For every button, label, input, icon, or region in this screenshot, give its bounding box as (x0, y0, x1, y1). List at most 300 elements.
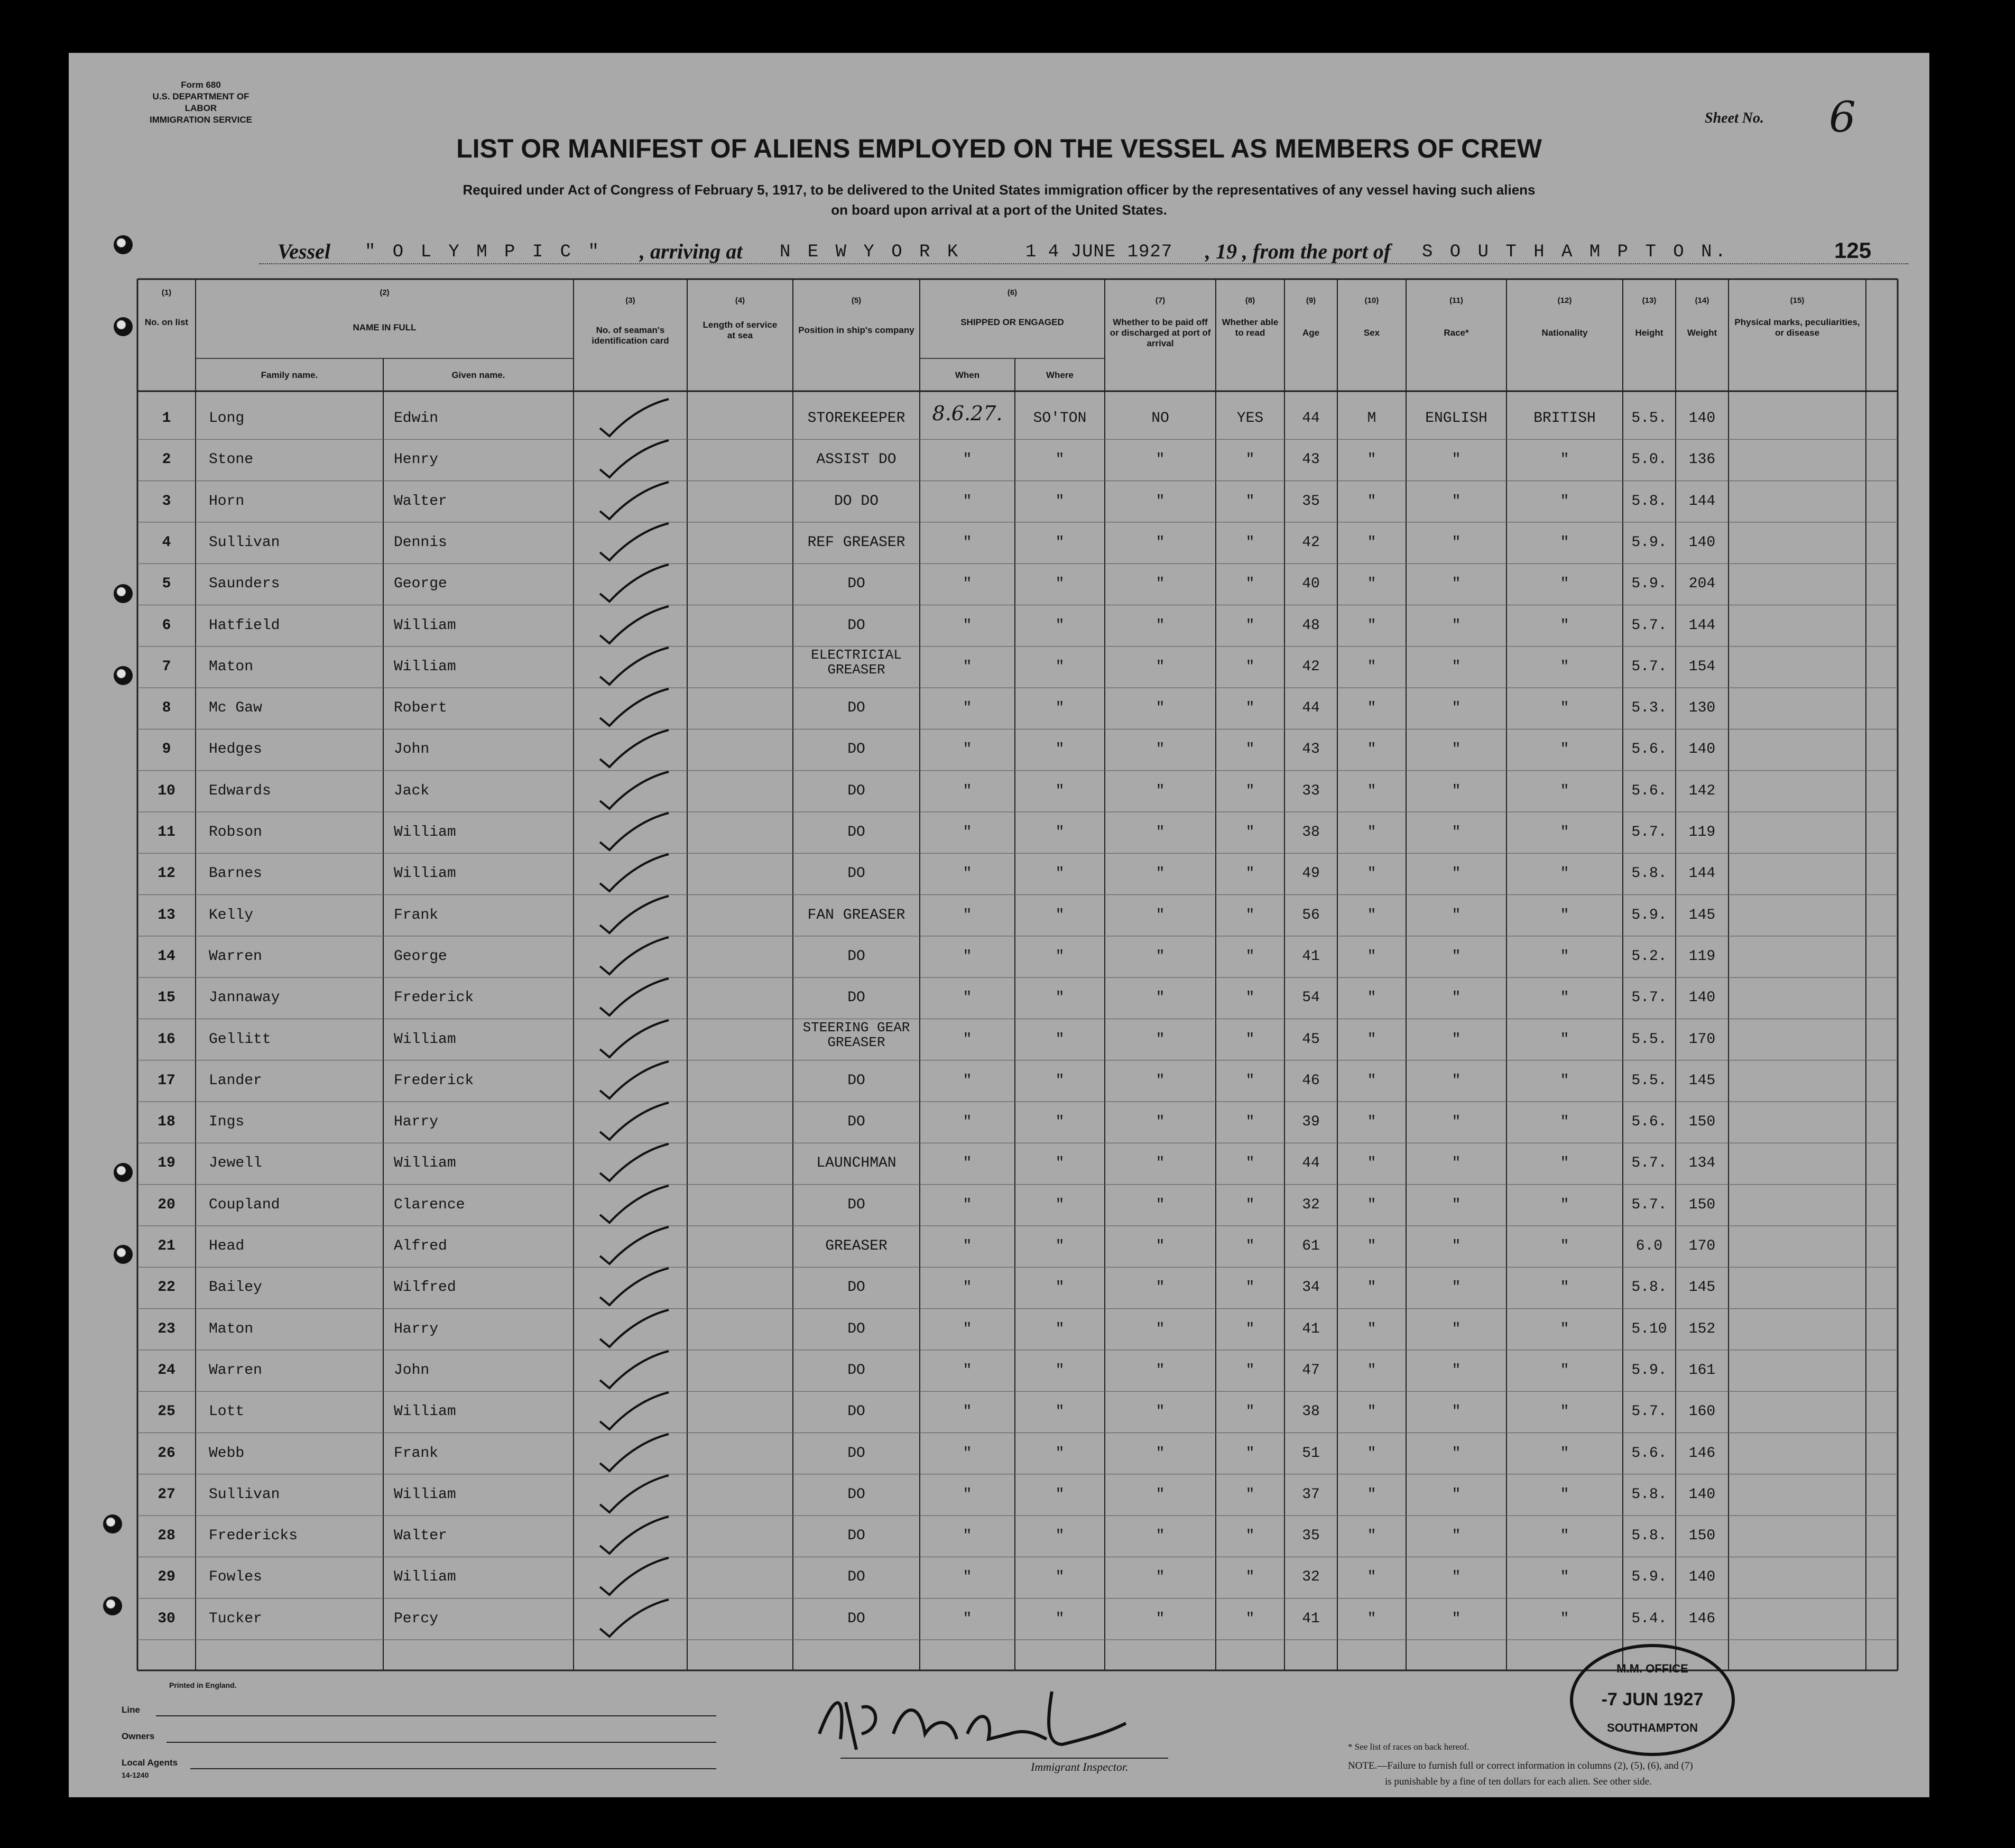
check-mark-icon (589, 396, 679, 439)
cell-race: " (1452, 824, 1461, 840)
cell-race: " (1452, 658, 1461, 675)
binder-hole (114, 317, 133, 336)
col-1-number: (1) (161, 288, 172, 297)
cell-where: " (1055, 1445, 1065, 1462)
cell-age: 44 (1302, 700, 1320, 717)
cell-no: 25 (158, 1403, 175, 1420)
cell-paid: " (1156, 534, 1165, 551)
cell-when: " (963, 824, 972, 840)
cell-position: ELECTRICIAL GREASER (811, 646, 902, 678)
from-label: , from the port of (1242, 239, 1391, 263)
check-mark-icon (589, 562, 679, 604)
cell-nationality: " (1560, 451, 1569, 468)
cell-where: " (1055, 948, 1065, 965)
col-position: Position in ship's company (798, 325, 914, 335)
cell-given: Walter (394, 493, 447, 510)
cell-height: 5.10 (1631, 1320, 1667, 1337)
col-10-number: (10) (1364, 296, 1379, 305)
cell-height: 5.7. (1631, 990, 1667, 1006)
cell-weight: 140 (1688, 990, 1716, 1006)
col-name-in-full: NAME IN FULL (353, 322, 417, 332)
col-race: Race* (1444, 328, 1469, 338)
cell-no: 2 (162, 451, 171, 468)
cell-given: William (394, 865, 456, 882)
cell-when: " (963, 1528, 972, 1545)
cell-position: STOREKEEPER (807, 410, 905, 427)
cell-sex: " (1367, 1320, 1376, 1337)
cell-family: Head (209, 1238, 245, 1254)
check-mark-icon (589, 1555, 679, 1597)
cell-position: LAUNCHMAN (816, 1155, 896, 1172)
cell-age: 32 (1302, 1569, 1320, 1586)
form-code: 14-1240 (122, 1771, 149, 1779)
cell-no: 6 (162, 617, 171, 634)
cell-height: 5.9. (1631, 1362, 1667, 1379)
cell-when: " (963, 1362, 972, 1379)
cell-read: " (1245, 907, 1255, 923)
cell-read: " (1245, 1031, 1255, 1048)
cell-nationality: " (1560, 1196, 1569, 1213)
cell-paid: " (1156, 865, 1165, 882)
cell-where: " (1055, 658, 1065, 675)
cell-race: " (1452, 700, 1461, 717)
cell-where: " (1055, 1155, 1065, 1172)
check-mark-icon (589, 727, 679, 770)
cell-no: 3 (162, 493, 171, 510)
cell-read: " (1245, 865, 1255, 882)
cell-height: 5.8. (1631, 865, 1667, 882)
cell-no: 15 (158, 990, 175, 1006)
cell-nationality: " (1560, 658, 1569, 675)
cell-where: " (1055, 1403, 1065, 1420)
cell-when: " (963, 1610, 972, 1627)
cell-nationality: " (1560, 1155, 1569, 1172)
cell-family: Saunders (209, 576, 280, 593)
cell-when: " (963, 1403, 972, 1420)
cell-height: 5.7. (1631, 1403, 1667, 1420)
inspector-label: Immigrant Inspector. (1031, 1760, 1129, 1773)
cell-age: 47 (1302, 1362, 1320, 1379)
cell-when: 8.6.27. (932, 402, 1003, 425)
stamp-top-text: M.M. OFFICE (1616, 1662, 1688, 1675)
cell-paid: " (1156, 1569, 1165, 1586)
sheet-label: Sheet No. (1705, 110, 1764, 126)
cell-family: Maton (209, 658, 254, 675)
col-no-on-list: No. on list (144, 317, 189, 327)
cell-family: Coupland (209, 1196, 280, 1213)
cell-read: " (1245, 990, 1255, 1006)
col-9-number: (9) (1306, 296, 1316, 305)
cell-race: " (1452, 907, 1461, 923)
cell-no: 19 (158, 1155, 175, 1172)
check-mark-icon (589, 1265, 679, 1308)
cell-paid: " (1156, 1114, 1165, 1131)
cell-no: 27 (158, 1486, 175, 1503)
cell-age: 42 (1302, 534, 1320, 551)
agents-rule (190, 1768, 716, 1769)
cell-age: 45 (1302, 1031, 1320, 1048)
cell-where: " (1055, 534, 1065, 551)
cell-read: " (1245, 824, 1255, 840)
cell-nationality: " (1560, 493, 1569, 510)
service: IMMIGRATION SERVICE (150, 115, 252, 125)
cell-given: John (394, 741, 430, 758)
cell-family: Jewell (209, 1155, 262, 1172)
cell-where: " (1055, 1279, 1065, 1296)
cell-where: " (1055, 990, 1065, 1006)
cell-given: Harry (394, 1114, 439, 1131)
cell-race: " (1452, 1114, 1461, 1131)
cell-position: STEERING GEAR GREASER (802, 1019, 910, 1050)
cell-when: " (963, 1238, 972, 1254)
year-label: , 19 (1205, 239, 1237, 263)
col-11-number: (11) (1449, 296, 1463, 305)
check-mark-icon (589, 1473, 679, 1515)
cell-nationality: " (1560, 865, 1569, 882)
cell-given: George (394, 948, 447, 965)
cell-given: William (394, 824, 456, 840)
col-height: Height (1635, 328, 1663, 338)
cell-position: DO (847, 865, 865, 882)
cell-nationality: " (1560, 1238, 1569, 1254)
cell-family: Robson (209, 824, 262, 840)
cell-when: " (963, 782, 972, 799)
cell-paid: " (1156, 782, 1165, 799)
cell-read: " (1245, 1445, 1255, 1462)
cell-family: Warren (209, 1362, 262, 1379)
cell-where: " (1055, 741, 1065, 758)
cell-weight: 204 (1688, 576, 1716, 593)
cell-read: " (1245, 617, 1255, 634)
cell-paid: " (1156, 617, 1165, 634)
cell-given: Jack (394, 782, 430, 799)
cell-position: DO (847, 1445, 865, 1462)
cell-race: " (1452, 1279, 1461, 1296)
check-mark-icon (589, 604, 679, 646)
cell-paid: " (1156, 907, 1165, 923)
cell-nationality: " (1560, 576, 1569, 593)
cell-race: " (1452, 576, 1461, 593)
cell-paid: NO (1151, 410, 1169, 427)
binder-hole (114, 1163, 133, 1182)
cell-age: 38 (1302, 824, 1320, 840)
cell-no: 16 (158, 1031, 175, 1048)
cell-weight: 145 (1688, 1072, 1716, 1089)
cell-nationality: BRITISH (1533, 410, 1596, 427)
cell-sex: " (1367, 948, 1376, 965)
cell-family: Bailey (209, 1279, 262, 1296)
cell-position: DO (847, 1486, 865, 1503)
cell-weight: 136 (1688, 451, 1716, 468)
cell-when: " (963, 948, 972, 965)
cell-height: 5.8. (1631, 493, 1667, 510)
cell-height: 6.0 (1635, 1238, 1663, 1254)
cell-race: " (1452, 1031, 1461, 1048)
cell-weight: 146 (1688, 1610, 1716, 1627)
cell-family: Hedges (209, 741, 262, 758)
col-14-number: (14) (1695, 296, 1709, 305)
col-13-number: (13) (1642, 296, 1657, 305)
subtitle-line-2: on board upon arrival at a port of the United States. (831, 202, 1167, 218)
cell-height: 5.9. (1631, 1569, 1667, 1586)
penalty-note-line-2: is punishable by a fine of ten dollars for each alien. See other side. (1385, 1776, 1652, 1787)
printed-note: Printed in England. (169, 1681, 237, 1689)
cell-sex: " (1367, 1445, 1376, 1462)
cell-no: 21 (158, 1238, 175, 1254)
cell-sex: " (1367, 1486, 1376, 1503)
check-mark-icon (589, 438, 679, 480)
cell-no: 24 (158, 1362, 175, 1379)
cell-when: " (963, 617, 972, 634)
cell-position: DO (847, 617, 865, 634)
line-label: Line (122, 1705, 140, 1715)
cell-height: 5.5. (1631, 1072, 1667, 1089)
manifest-sheet (69, 53, 1929, 1797)
cell-when: " (963, 493, 972, 510)
cell-given: Frederick (394, 1072, 474, 1089)
cell-paid: " (1156, 741, 1165, 758)
cell-age: 35 (1302, 493, 1320, 510)
cell-given: Walter (394, 1528, 447, 1545)
cell-weight: 144 (1688, 617, 1716, 634)
cell-given: William (394, 658, 456, 675)
col-id-card: No. of seaman's identification card (591, 325, 669, 346)
sheet-number: 6 (1829, 93, 1856, 142)
cell-age: 61 (1302, 1238, 1320, 1254)
cell-weight: 161 (1688, 1362, 1716, 1379)
department: U.S. DEPARTMENT OF LABOR (152, 91, 249, 113)
cell-nationality: " (1560, 782, 1569, 799)
cell-weight: 140 (1688, 410, 1716, 427)
cell-given: Percy (394, 1610, 439, 1627)
check-mark-icon (589, 1059, 679, 1101)
cell-nationality: " (1560, 1569, 1569, 1586)
cell-when: " (963, 1320, 972, 1337)
cell-given: Wilfred (394, 1279, 456, 1296)
cell-given: William (394, 617, 456, 634)
cell-read: " (1245, 1528, 1255, 1545)
check-mark-icon (589, 1183, 679, 1225)
vessel-name: " O L Y M P I C " (365, 242, 602, 262)
cell-sex: " (1367, 1279, 1376, 1296)
cell-paid: " (1156, 1486, 1165, 1503)
cell-weight: 140 (1688, 741, 1716, 758)
cell-age: 46 (1302, 1072, 1320, 1089)
cell-when: " (963, 1114, 972, 1131)
cell-family: Jannaway (209, 990, 280, 1006)
cell-sex: " (1367, 782, 1376, 799)
cell-read: " (1245, 1486, 1255, 1503)
cell-read: " (1245, 1238, 1255, 1254)
cell-height: 5.5. (1631, 1031, 1667, 1048)
cell-race: " (1452, 990, 1461, 1006)
cell-age: 39 (1302, 1114, 1320, 1131)
cell-height: 5.8. (1631, 1486, 1667, 1503)
office-stamp (1570, 1644, 1735, 1756)
cell-when: " (963, 658, 972, 675)
cell-age: 40 (1302, 576, 1320, 593)
cell-paid: " (1156, 948, 1165, 965)
col-7-number: (7) (1155, 296, 1166, 305)
cell-height: 5.9. (1631, 907, 1667, 923)
cell-where: " (1055, 1114, 1065, 1131)
cell-position: FAN GREASER (807, 907, 905, 923)
cell-paid: " (1156, 1238, 1165, 1254)
cell-race: " (1452, 451, 1461, 468)
cell-age: 54 (1302, 990, 1320, 1006)
col-family-name: Family name. (261, 370, 318, 380)
cell-read: " (1245, 658, 1255, 675)
cell-when: " (963, 907, 972, 923)
cell-given: John (394, 1362, 430, 1379)
col-nationality: Nationality (1541, 328, 1588, 338)
cell-read: " (1245, 1362, 1255, 1379)
cell-paid: " (1156, 990, 1165, 1006)
cell-position: GREASER (825, 1238, 888, 1254)
cell-paid: " (1156, 1155, 1165, 1172)
cell-nationality: " (1560, 1486, 1569, 1503)
cell-paid: " (1156, 1528, 1165, 1545)
cell-sex: " (1367, 451, 1376, 468)
cell-sex: M (1367, 410, 1376, 427)
cell-weight: 150 (1688, 1528, 1716, 1545)
cell-read: " (1245, 1403, 1255, 1420)
cell-family: Tucker (209, 1610, 262, 1627)
check-mark-icon (589, 852, 679, 894)
cell-age: 56 (1302, 907, 1320, 923)
cell-sex: " (1367, 1403, 1376, 1420)
cell-position: ASSIST DO (816, 451, 896, 468)
col-15-number: (15) (1790, 296, 1805, 305)
cell-race: " (1452, 865, 1461, 882)
cell-height: 5.3. (1631, 700, 1667, 717)
cell-paid: " (1156, 451, 1165, 468)
binder-hole (114, 666, 133, 685)
cell-given: William (394, 1031, 456, 1048)
check-mark-icon (589, 686, 679, 728)
cell-paid: " (1156, 1445, 1165, 1462)
cell-no: 13 (158, 907, 175, 923)
cell-race: " (1452, 1403, 1461, 1420)
cell-sex: " (1367, 1155, 1376, 1172)
cell-sex: " (1367, 700, 1376, 717)
cell-no: 18 (158, 1114, 175, 1131)
cell-when: " (963, 700, 972, 717)
cell-family: Mc Gaw (209, 700, 262, 717)
cell-read: " (1245, 576, 1255, 593)
col-given-name: Given name. (451, 370, 505, 380)
cell-nationality: " (1560, 990, 1569, 1006)
cell-read: " (1245, 1114, 1255, 1131)
cell-height: 5.7. (1631, 824, 1667, 840)
cell-position: DO (847, 1114, 865, 1131)
cell-family: Fredericks (209, 1528, 298, 1545)
cell-nationality: " (1560, 907, 1569, 923)
cell-no: 11 (158, 824, 175, 840)
cell-given: Dennis (394, 534, 447, 551)
cell-nationality: " (1560, 1403, 1569, 1420)
cell-family: Fowles (209, 1569, 262, 1586)
cell-where: SO'TON (1033, 410, 1087, 427)
cell-age: 42 (1302, 658, 1320, 675)
col-paid-off: Whether to be paid off or discharged at port of arrival (1110, 317, 1211, 348)
cell-sex: " (1367, 1569, 1376, 1586)
inspector-rule (840, 1758, 1168, 1759)
cell-sex: " (1367, 907, 1376, 923)
cell-race: " (1452, 493, 1461, 510)
binder-hole (114, 584, 133, 603)
cell-family: Lander (209, 1072, 262, 1089)
cell-where: " (1055, 1528, 1065, 1545)
cell-race: " (1452, 782, 1461, 799)
cell-race: " (1452, 1445, 1461, 1462)
cell-race: ENGLISH (1425, 410, 1487, 427)
cell-given: Alfred (394, 1238, 447, 1254)
cell-given: Clarence (394, 1196, 465, 1213)
cell-read: " (1245, 1569, 1255, 1586)
cell-race: " (1452, 1072, 1461, 1089)
cell-where: " (1055, 1486, 1065, 1503)
cell-race: " (1452, 1320, 1461, 1337)
cell-where: " (1055, 617, 1065, 634)
cell-height: 5.6. (1631, 1445, 1667, 1462)
cell-race: " (1452, 1610, 1461, 1627)
check-mark-icon (589, 479, 679, 522)
check-mark-icon (589, 1307, 679, 1350)
cell-when: " (963, 1445, 972, 1462)
races-note: * See list of races on back hereof. (1348, 1742, 1469, 1752)
cell-sex: " (1367, 824, 1376, 840)
col-2-number: (2) (380, 288, 390, 297)
cell-given: William (394, 1155, 456, 1172)
check-mark-icon (589, 1224, 679, 1267)
cell-read: " (1245, 1196, 1255, 1213)
cell-weight: 145 (1688, 907, 1716, 923)
cell-given: William (394, 1403, 456, 1420)
cell-family: Long (209, 410, 245, 427)
cell-given: Harry (394, 1320, 439, 1337)
cell-where: " (1055, 1362, 1065, 1379)
cell-family: Webb (209, 1445, 245, 1462)
cell-nationality: " (1560, 741, 1569, 758)
from-port: S O U T H A M P T O N. (1422, 242, 1729, 262)
cell-sex: " (1367, 990, 1376, 1006)
col-8-number: (8) (1245, 296, 1255, 305)
cell-nationality: " (1560, 824, 1569, 840)
cell-nationality: " (1560, 1445, 1569, 1462)
cell-position: DO (847, 741, 865, 758)
cell-when: " (963, 1072, 972, 1089)
cell-no: 20 (158, 1196, 175, 1213)
cell-race: " (1452, 948, 1461, 965)
cell-age: 51 (1302, 1445, 1320, 1462)
cell-position: DO (847, 1528, 865, 1545)
cell-paid: " (1156, 1279, 1165, 1296)
cell-no: 28 (158, 1528, 175, 1545)
cell-no: 26 (158, 1445, 175, 1462)
cell-race: " (1452, 1569, 1461, 1586)
cell-race: " (1452, 617, 1461, 634)
cell-where: " (1055, 1610, 1065, 1627)
cell-when: " (963, 1196, 972, 1213)
col-4-number: (4) (735, 296, 745, 305)
cell-sex: " (1367, 493, 1376, 510)
cell-weight: 150 (1688, 1114, 1716, 1131)
cell-read: " (1245, 1279, 1255, 1296)
cell-weight: 170 (1688, 1238, 1716, 1254)
cell-where: " (1055, 1238, 1065, 1254)
cell-sex: " (1367, 1610, 1376, 1627)
